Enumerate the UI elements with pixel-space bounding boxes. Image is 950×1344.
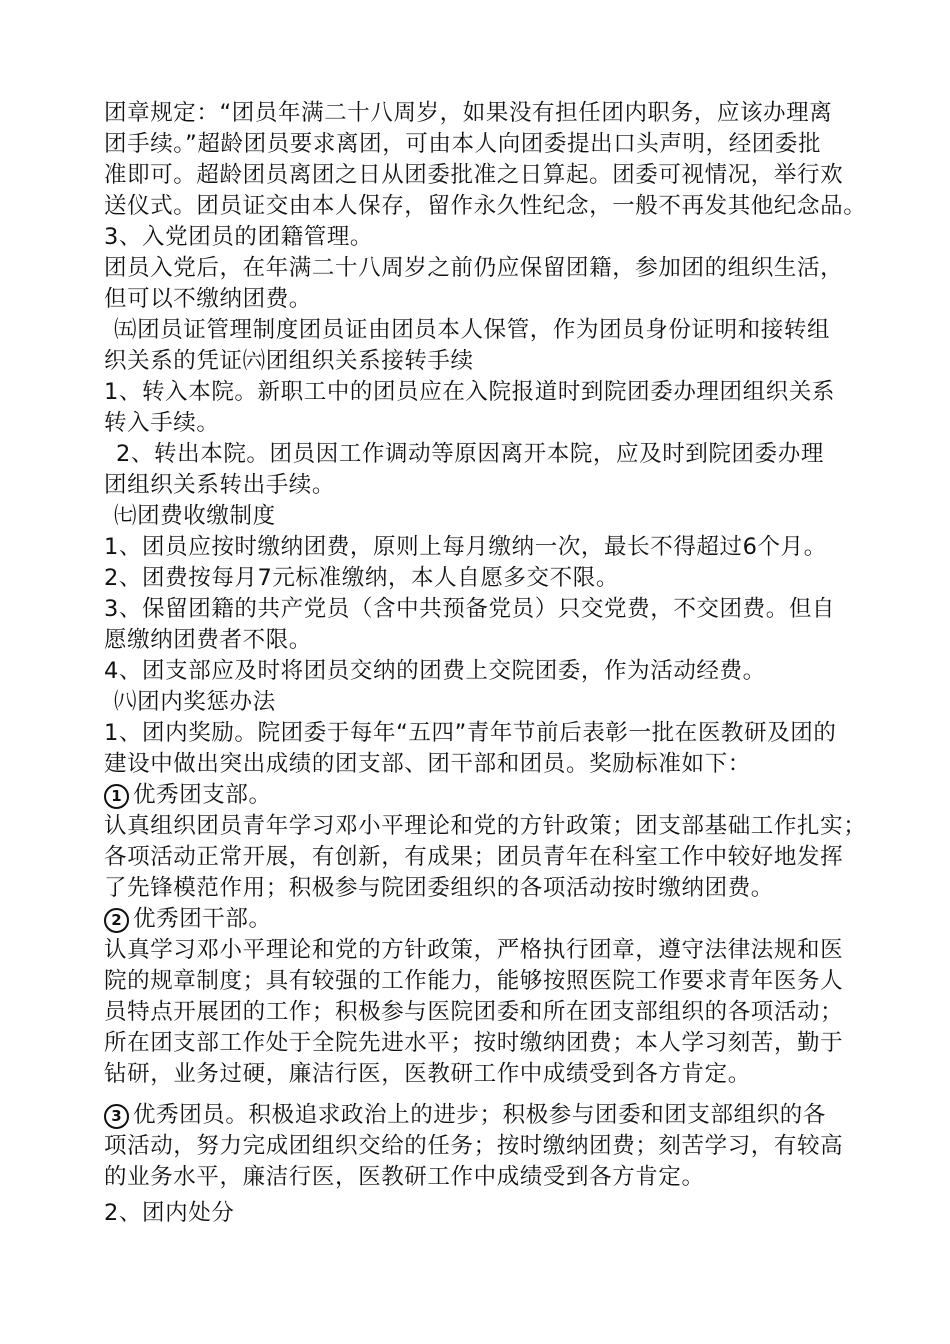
paragraph-line: 3、保留团籍的共产党员（含中共预备党员）只交党费，不交团费。但自 <box>104 596 836 622</box>
section-heading: ㈦团费收缴制度 <box>114 503 276 529</box>
paragraph-line: 1、团员应按时缴纳团费，原则上每月缴纳一次，最长不得超过6个月。 <box>104 534 827 560</box>
paragraph-line: 4、团支部应及时将团员交纳的团费上交院团委，作为活动经费。 <box>104 658 766 684</box>
paragraph-line: 认真组织团员青年学习邓小平理论和党的方针政策；团支部基础工作扎实； <box>104 813 867 839</box>
paragraph-line: 1、团内奖励。院团委于每年“五四”青年节前后表彰一批在医教研及团的 <box>104 720 837 746</box>
paragraph-line: 织关系的凭证㈥团组织关系接转手续 <box>104 348 474 374</box>
paragraph-line: 所在团支部工作处于全院先进水平；按时缴纳团费；本人学习刻苦，勤于 <box>104 1030 844 1056</box>
circled-number: 2 <box>104 908 129 933</box>
paragraph-line: 团章规定：“团员年满二十八周岁，如果没有担任团内职务，应该办理离 <box>104 100 833 126</box>
paragraph-line: 2、转出本院。团员因工作调动等原因离开本院，应及时到院团委办理 <box>116 441 824 467</box>
paragraph-line: 但可以不缴纳团费。 <box>104 286 312 312</box>
paragraph-line: 1、转入本院。新职工中的团员应在入院报道时到院团委办理团组织关系 <box>104 379 836 405</box>
paragraph-line: 转入手续。 <box>104 410 220 436</box>
section-heading: 3、入党团员的团籍管理。 <box>104 224 374 250</box>
section-heading: 2、团内处分 <box>104 1200 235 1226</box>
paragraph-line: 2、团费按每月7元标准缴纳，本人自愿多交不限。 <box>104 565 619 591</box>
paragraph-line: 了先锋模范作用；积极参与院团委组织的各项活动按时缴纳团费。 <box>104 875 774 901</box>
list-item-label: 优秀团员。积极追求政治上的进步；积极参与团委和团支部组织的各 <box>133 1102 827 1128</box>
circled-number: 3 <box>104 1104 129 1129</box>
paragraph-line: 团组织关系转出手续。 <box>104 472 336 498</box>
paragraph-line: 员特点开展团的工作；积极参与医院团委和所在团支部组织的各项活动； <box>104 999 844 1025</box>
paragraph-line: 认真学习邓小平理论和党的方针政策，严格执行团章，遵守法律法规和医 <box>104 937 844 963</box>
paragraph-line: 院的规章制度；具有较强的工作能力，能够按照医院工作要求青年医务人 <box>104 968 844 994</box>
paragraph-line: 团手续。”超龄团员要求离团，可由本人向团委提出口头声明，经团委批 <box>104 131 822 157</box>
paragraph-line: 愿缴纳团费者不限。 <box>104 627 312 653</box>
list-item-label: 优秀团干部。 <box>133 906 272 932</box>
paragraph-line: 项活动，努力完成团组织交给的任务；按时缴纳团费；刻苦学习，有较高 <box>104 1133 844 1159</box>
list-item-heading <box>104 904 272 934</box>
list-item-heading <box>104 1100 826 1130</box>
circled-number: 1 <box>104 784 129 809</box>
paragraph-line: 钻研，业务过硬，廉洁行医，医教研工作中成绩受到各方肯定。 <box>104 1061 751 1087</box>
list-item-heading <box>104 780 272 810</box>
paragraph-line: 团员入党后，在年满二十八周岁之前仍应保留团籍，参加团的组织生活， <box>104 255 844 281</box>
section-heading: ㈧团内奖惩办法 <box>114 689 276 715</box>
list-item-label: 优秀团支部。 <box>133 782 272 808</box>
paragraph-line: 各项活动正常开展，有创新，有成果；团员青年在科室工作中较好地发挥 <box>104 844 844 870</box>
paragraph-line: 建设中做出突出成绩的团支部、团干部和团员。奖励标准如下： <box>104 751 751 777</box>
paragraph-line: 送仪式。团员证交由本人保存，留作永久性纪念，一般不再发其他纪念品。 <box>104 193 867 219</box>
paragraph-line: 的业务水平，廉洁行医，医教研工作中成绩受到各方肯定。 <box>104 1164 705 1190</box>
section-heading: ㈤团员证管理制度团员证由团员本人保管，作为团员身份证明和接转组 <box>114 317 831 343</box>
paragraph-line: 准即可。超龄团员离团之日从团委批准之日算起。团委可视情况，举行欢 <box>104 162 844 188</box>
